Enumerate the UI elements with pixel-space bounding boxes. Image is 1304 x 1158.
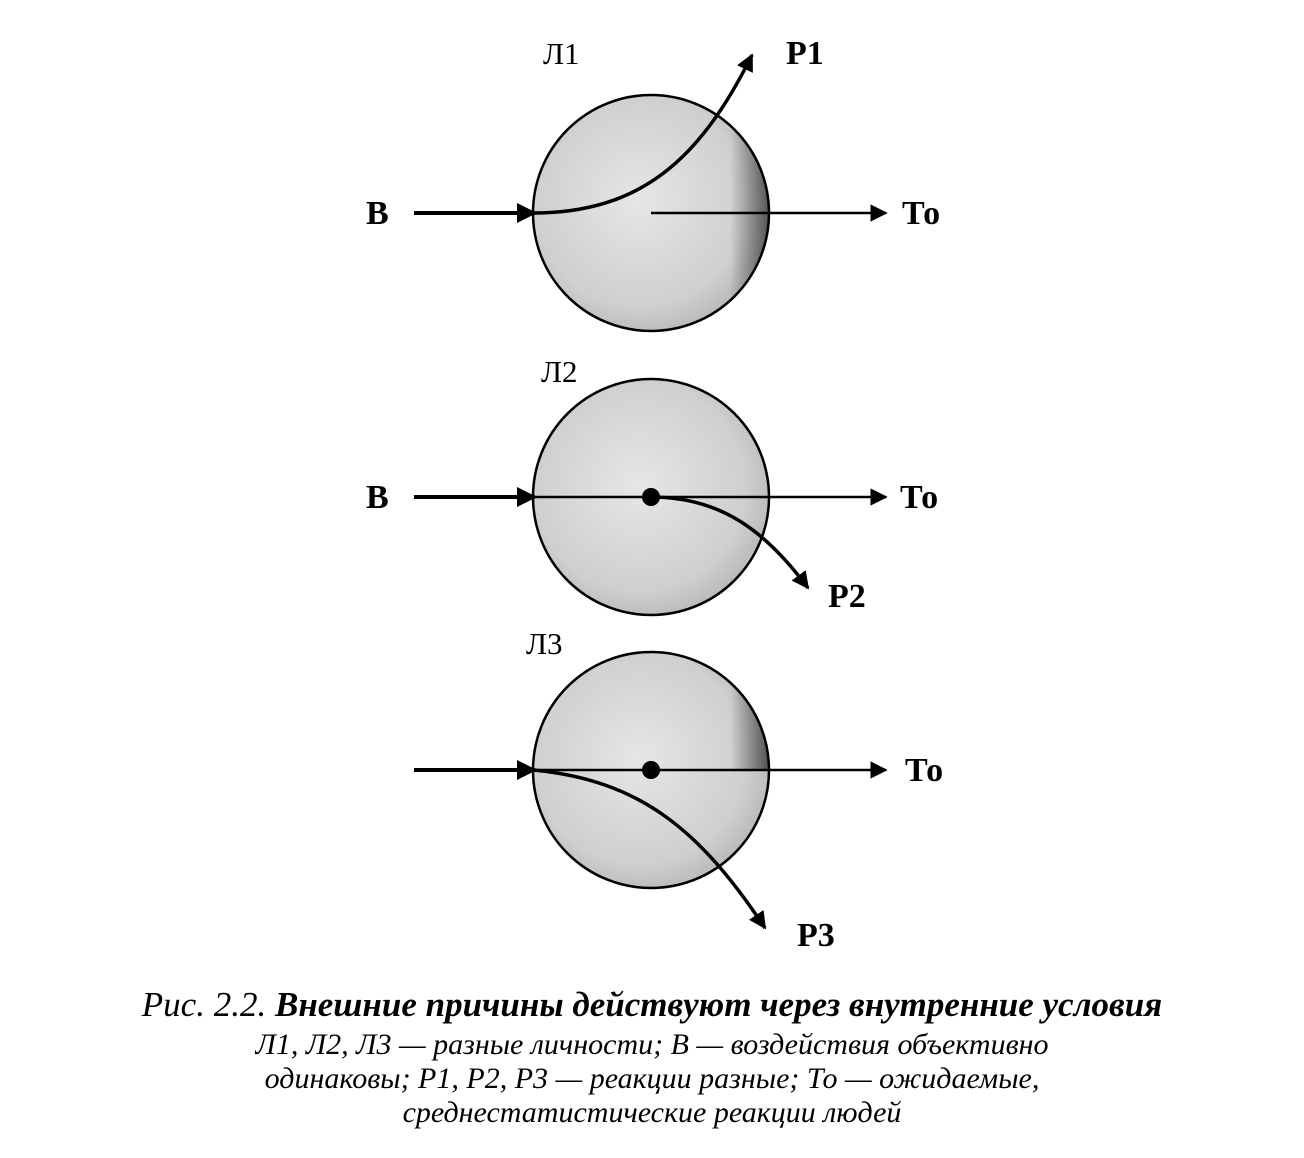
person-label-1: Л1 xyxy=(543,36,580,71)
expected-label-3: То xyxy=(905,752,944,789)
figure-caption xyxy=(0,982,1304,1130)
input-label-1: В xyxy=(366,195,389,232)
caption-line-2: одинаковы; Р1, Р2, Р3 — реакции разные; То — ожидаемые, xyxy=(264,1062,1040,1095)
caption-title: Внешние причины действуют через внутренние условия xyxy=(274,985,1163,1024)
caption-line-1: Л1, Л2, Л3 — разные личности; В — воздействия объективно xyxy=(255,1028,1049,1061)
caption-number: Рис. 2.2. xyxy=(141,985,267,1024)
caption-heading xyxy=(0,982,1304,1028)
person-label-2: Л2 xyxy=(541,354,578,389)
caption-line-3: среднестатистические реакции людей xyxy=(402,1096,902,1129)
panel-3 xyxy=(414,626,943,954)
reaction-label-1: Р1 xyxy=(786,35,824,72)
center-dot-3 xyxy=(642,761,660,779)
panel-1 xyxy=(366,35,940,331)
person-3-shade xyxy=(730,682,768,770)
expected-label-1: То xyxy=(902,195,941,232)
input-label-2: В xyxy=(366,479,389,516)
reaction-label-3: Р3 xyxy=(797,917,835,954)
person-label-3: Л3 xyxy=(526,626,563,661)
center-dot-2 xyxy=(642,488,660,506)
reaction-label-2: Р2 xyxy=(828,578,866,615)
panel-2 xyxy=(366,354,938,615)
expected-label-2: То xyxy=(900,479,939,516)
